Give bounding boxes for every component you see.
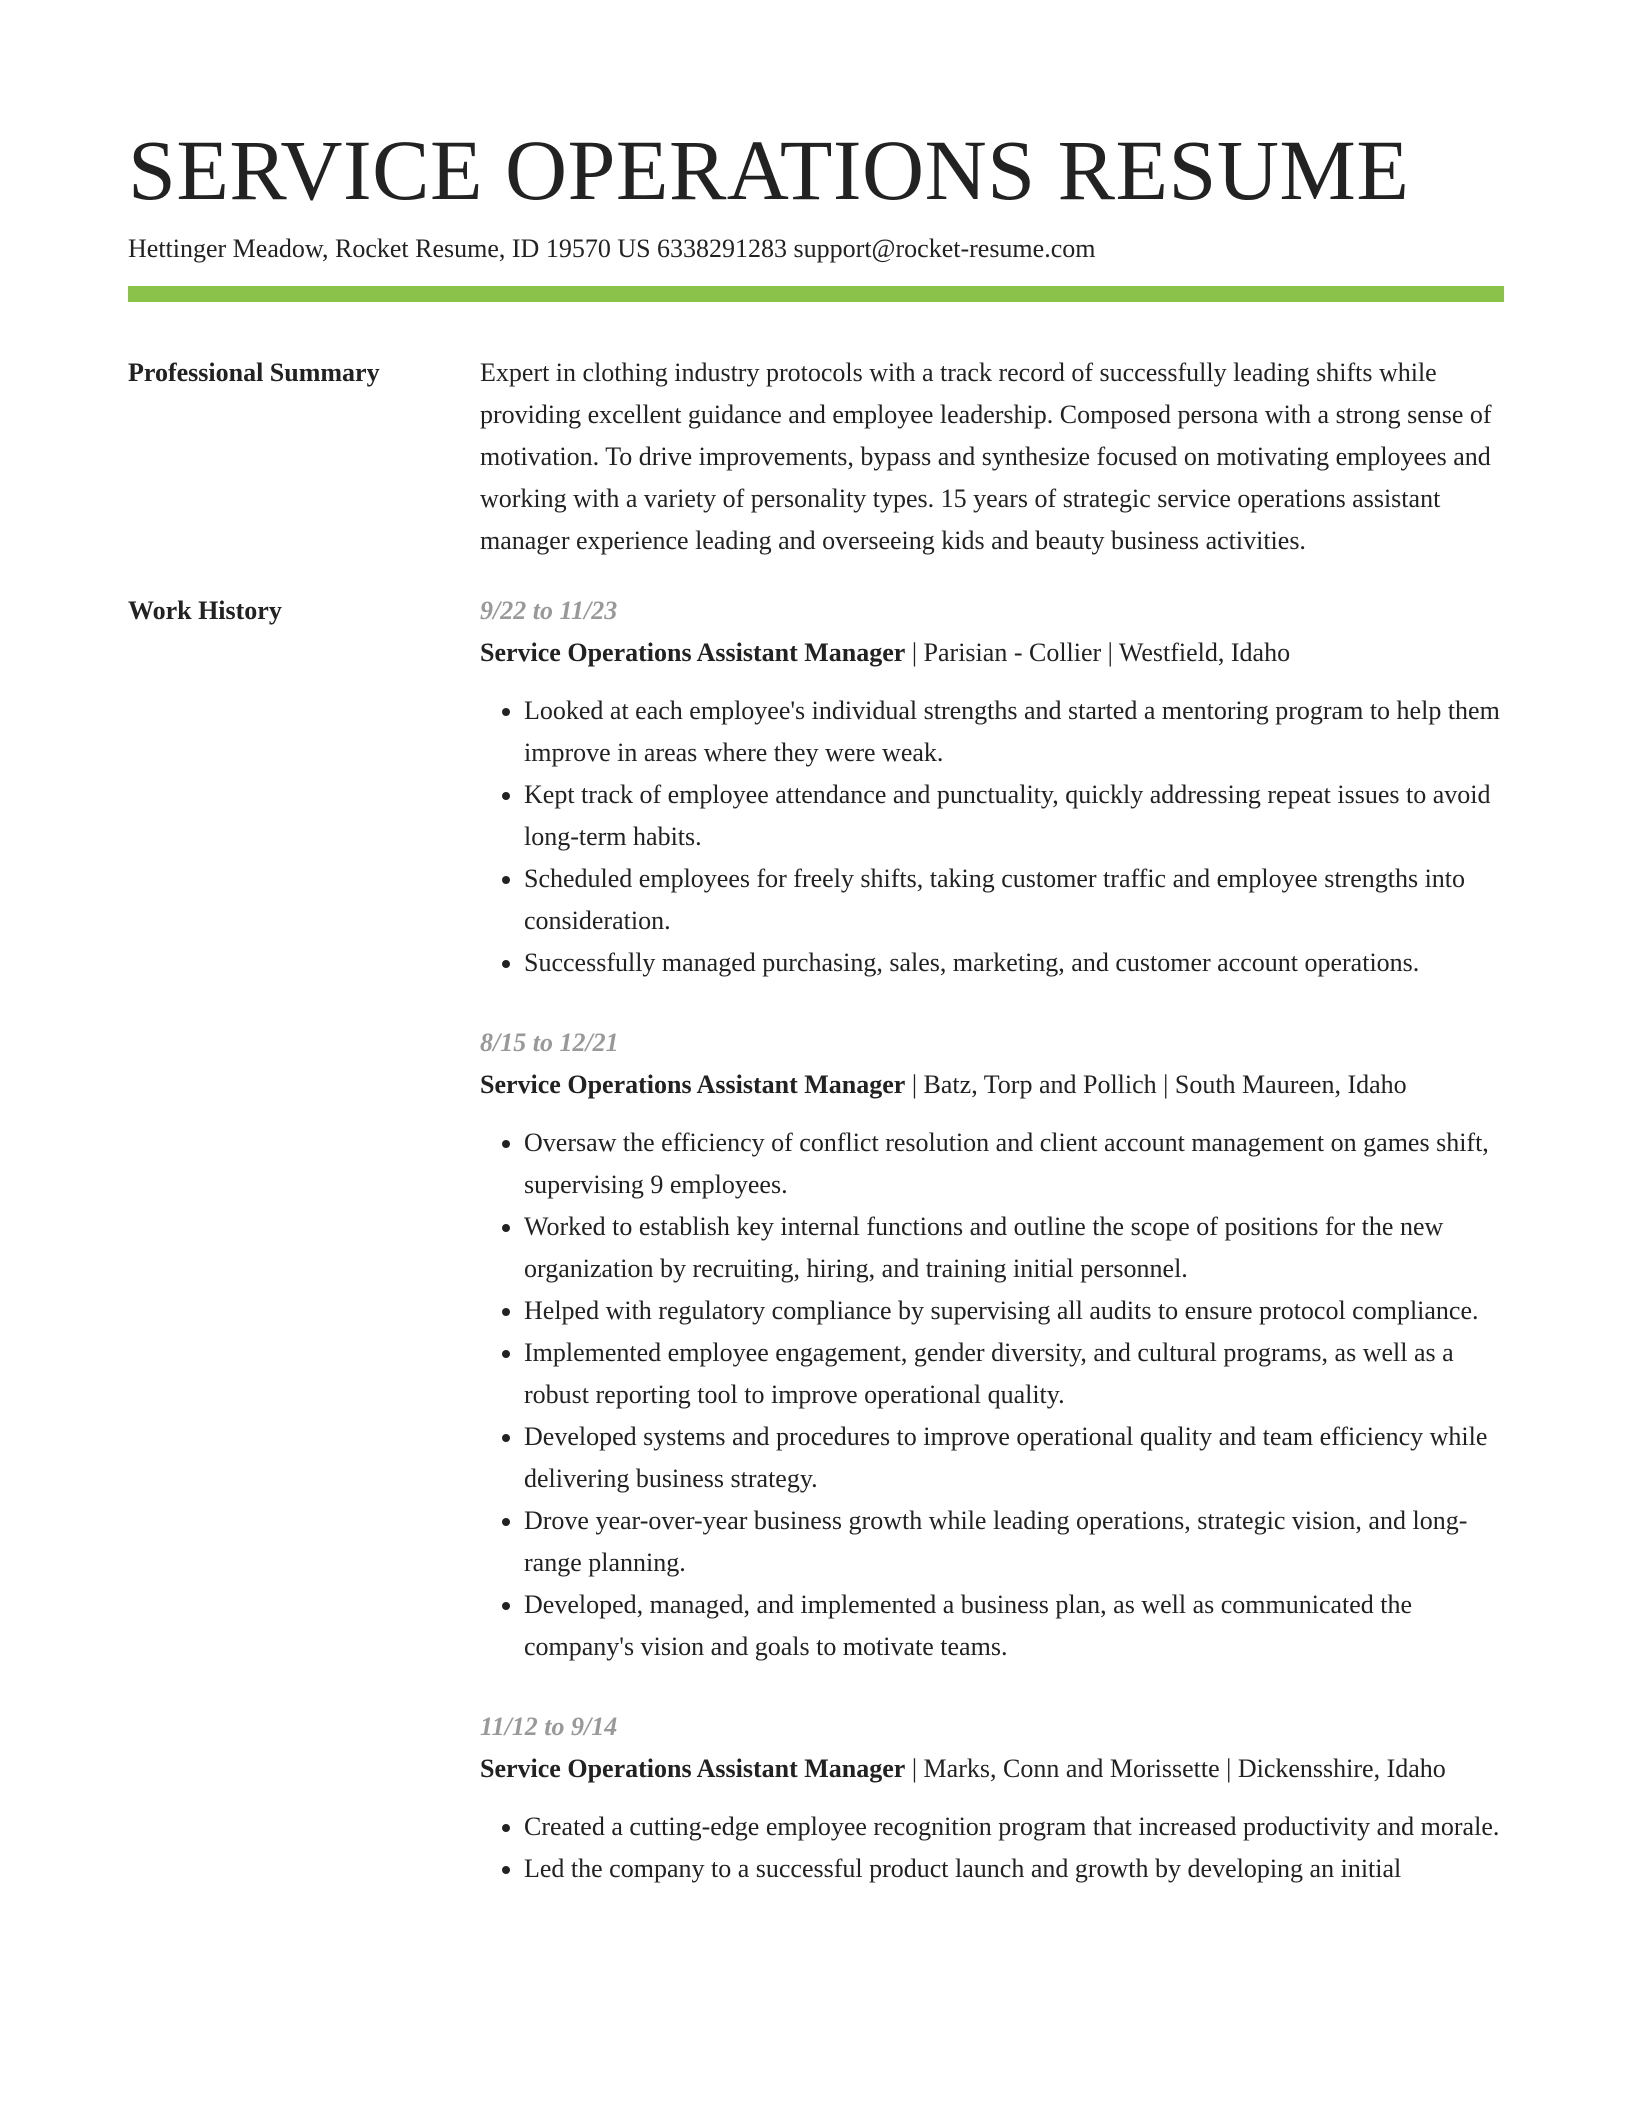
job-bullet-list (480, 1806, 1504, 1890)
job-bullet-list (480, 690, 1504, 984)
job-title: Service Operations Assistant Manager (480, 1070, 906, 1099)
contact-line: Hettinger Meadow, Rocket Resume, ID 19570 US 6338291283 support@rocket-resume.com (128, 234, 1096, 263)
job-bullet: • Led the company to a successful product launch and growth by developing an initial (524, 1848, 1504, 1890)
job-heading (480, 632, 1504, 674)
work-history-section (128, 590, 1504, 1928)
summary-text: Expert in clothing industry protocols with a track record of successfully leading shifts while providing excellent guidance and employee leadership. Composed persona with a strong sense of motivation. To drive improvements, bypass and synthesize focused on motivating employees and working with a variety of personality types. 15 years of strategic service operations assistant manager experience leading and overseeing kids and beauty business activities. (480, 358, 1492, 555)
work-history-heading: Work History (128, 596, 282, 625)
job-entry (480, 590, 1504, 984)
job-bullet: • Implemented employee engagement, gender diversity, and cultural programs, as well as a robust reporting tool to improve operational quality. (524, 1332, 1504, 1416)
job-details: | Marks, Conn and Morissette | Dickensshire, Idaho (905, 1754, 1446, 1783)
summary-heading: Professional Summary (128, 358, 380, 387)
job-dates: 8/15 to 12/21 (480, 1028, 619, 1057)
job-bullet: • Helped with regulatory compliance by supervising all audits to ensure protocol compliance. (524, 1290, 1504, 1332)
job-bullet: • Created a cutting-edge employee recognition program that increased productivity and morale. (524, 1806, 1504, 1848)
job-bullet: • Developed, managed, and implemented a business plan, as well as communicated the company's vision and goals to motivate teams. (524, 1584, 1504, 1668)
job-bullet: • Worked to establish key internal functions and outline the scope of positions for the new organization by recruiting, hiring, and training initial personnel. (524, 1206, 1504, 1290)
summary-section (128, 352, 1504, 562)
job-bullet: • Successfully managed purchasing, sales, marketing, and customer account operations. (524, 942, 1504, 984)
job-entry (480, 1706, 1504, 1890)
job-bullet: • Looked at each employee's individual strengths and started a mentoring program to help them improve in areas where they were weak. (524, 690, 1504, 774)
job-details: | Parisian - Collier | Westfield, Idaho (905, 638, 1291, 667)
header-divider (128, 286, 1504, 302)
job-bullet-list (480, 1122, 1504, 1668)
job-bullet: • Drove year-over-year business growth while leading operations, strategic vision, and long-range planning. (524, 1500, 1504, 1584)
job-bullet: • Scheduled employees for freely shifts, taking customer traffic and employee strengths into consideration. (524, 858, 1504, 942)
job-heading (480, 1064, 1504, 1106)
job-title: Service Operations Assistant Manager (480, 1754, 906, 1783)
job-dates: 9/22 to 11/23 (480, 596, 618, 625)
job-heading (480, 1748, 1504, 1790)
job-bullet: • Developed systems and procedures to improve operational quality and team efficiency while delivering business strategy. (524, 1416, 1504, 1500)
resume-title: SERVICE OPERATIONS RESUME (128, 122, 1410, 218)
work-history-body (480, 590, 1504, 1928)
summary-body (480, 352, 1504, 562)
job-details: | Batz, Torp and Pollich | South Maureen, Idaho (905, 1070, 1407, 1099)
job-bullet: • Oversaw the efficiency of conflict resolution and client account management on games shift, supervising 9 employees. (524, 1122, 1504, 1206)
job-title: Service Operations Assistant Manager (480, 638, 906, 667)
job-entry (480, 1022, 1504, 1668)
job-bullet: • Kept track of employee attendance and punctuality, quickly addressing repeat issues to avoid long-term habits. (524, 774, 1504, 858)
job-dates: 11/12 to 9/14 (480, 1712, 618, 1741)
resume-page (128, 120, 1504, 1928)
